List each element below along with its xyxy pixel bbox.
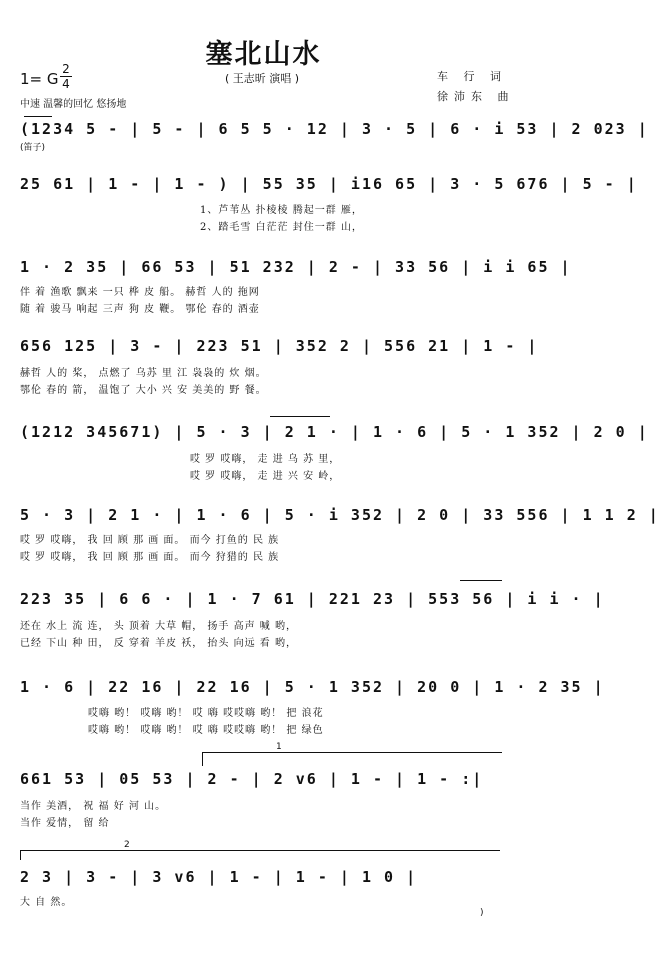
flute-note: (笛子) [20,143,46,153]
lyric-line-4a: 赫哲 人的 桨， 点燃了 乌苏 里 江 袅袅的 炊 烟。 [20,368,267,379]
lyric-line-5b: 哎 罗 哎嗨， 走 进 兴 安 岭， [190,471,341,482]
slur-1 [24,116,52,117]
lyric-line-5a: 哎 罗 哎嗨， 走 进 乌 苏 里， [190,454,341,465]
singer-credit: ( 王志昕 演唱 ) [225,72,300,85]
volta-1-bracket [202,752,502,753]
notation-line-5: (1212 345671) | 5 · 3 | 2 1 · | 1 · 6 | 5 · 1 352 | 2 0 | [20,423,649,441]
tempo-marking: 中速 温馨的回忆 悠扬地 [20,99,127,110]
notation-line-2: 25 61 | 1 - | 1 - ) | 55 35 | i16 65 | 3 · 5 676 | 5 - | [20,175,638,193]
volta-2-label: 2 [124,840,130,850]
time-signature [60,63,72,90]
lyric-line-3a: 伴 着 渔歌 飘来 一只 桦 皮 船。 赫哲 人的 拖网 [20,287,260,298]
key-signature: 1= G [20,70,59,88]
lyric-line-9b: 当作 爱情， 留 给 [20,818,110,829]
notation-line-9: 661 53 | 05 53 | 2 - | 2 v6 | 1 - | 1 - :| [20,770,484,788]
slur-5 [270,416,330,417]
lyric-line-2b: 2、踏毛雪 白茫茫 封住一群 山， [200,222,363,233]
time-top: 2 [62,62,70,76]
volta-2-bracket [20,850,500,851]
volta-1-label: 1 [276,742,282,752]
notation-line-1: (1234 5 - | 5 - | 6 5 5 · 12 | 3 · 5 | 6 · i 53 | 2 023 | [20,120,649,138]
lyric-line-8b: 哎嗨 哟！ 哎嗨 哟！ 哎 嗨 哎哎嗨 哟！ 把 绿色 [88,725,324,736]
lyric-line-4b: 鄂伦 春的 箭， 温饱了 大小 兴 安 美美的 野 餐。 [20,385,267,396]
volta-1-left [202,752,203,766]
notation-line-6: 5 · 3 | 2 1 · | 1 · 6 | 5 · i 352 | 2 0 | 33 556 | 1 1 2 | [20,506,660,524]
trailing-mark: ) [480,908,484,918]
notation-line-3: 1 · 2 35 | 66 53 | 51 232 | 2 - | 33 56 | i i 65 | [20,258,572,276]
lyric-line-3b: 随 着 骏马 响起 三声 狗 皮 鞭。 鄂伦 春的 酒壶 [20,304,260,315]
lyric-line-6b: 哎 罗 哎嗨， 我 回 顾 那 画 面。 而今 狩猎的 民 族 [20,552,280,563]
lyricist-credit: 车 行 词 [437,70,507,83]
lyric-line-9a: 当作 美酒， 祝 福 好 河 山。 [20,801,167,812]
lyric-line-8a: 哎嗨 哟！ 哎嗨 哟！ 哎 嗨 哎哎嗨 哟！ 把 浪花 [88,708,324,719]
lyric-line-10a: 大 自 然。 [20,897,73,908]
time-bottom: 4 [62,77,70,91]
lyric-line-2a: 1、芦苇丛 扑棱棱 腾起一群 雁， [200,205,363,216]
volta-2-left [20,850,21,860]
notation-line-4: 656 125 | 3 - | 223 51 | 352 2 | 556 21 | 1 - | [20,337,539,355]
lyric-line-7b: 已经 下山 种 田， 反 穿着 羊皮 袄， 抬头 向远 看 哟， [20,638,297,649]
notation-line-7: 223 35 | 6 6 · | 1 · 7 61 | 221 23 | 553 56 | i i · | [20,590,605,608]
song-title: 塞北山水 [205,39,322,70]
composer-credit: 徐沛东 曲 [437,90,515,103]
notation-line-8: 1 · 6 | 22 16 | 22 16 | 5 · 1 352 | 20 0 | 1 · 2 35 | [20,678,605,696]
lyric-line-7a: 还在 水上 流 连， 头 顶着 大草 帽， 扬手 高声 喊 哟， [20,621,297,632]
notation-line-10: 2 3 | 3 - | 3 v6 | 1 - | 1 - | 1 0 | [20,868,418,886]
slur-7 [460,580,502,581]
lyric-line-6a: 哎 罗 哎嗨， 我 回 顾 那 画 面。 而今 打鱼的 民 族 [20,535,280,546]
